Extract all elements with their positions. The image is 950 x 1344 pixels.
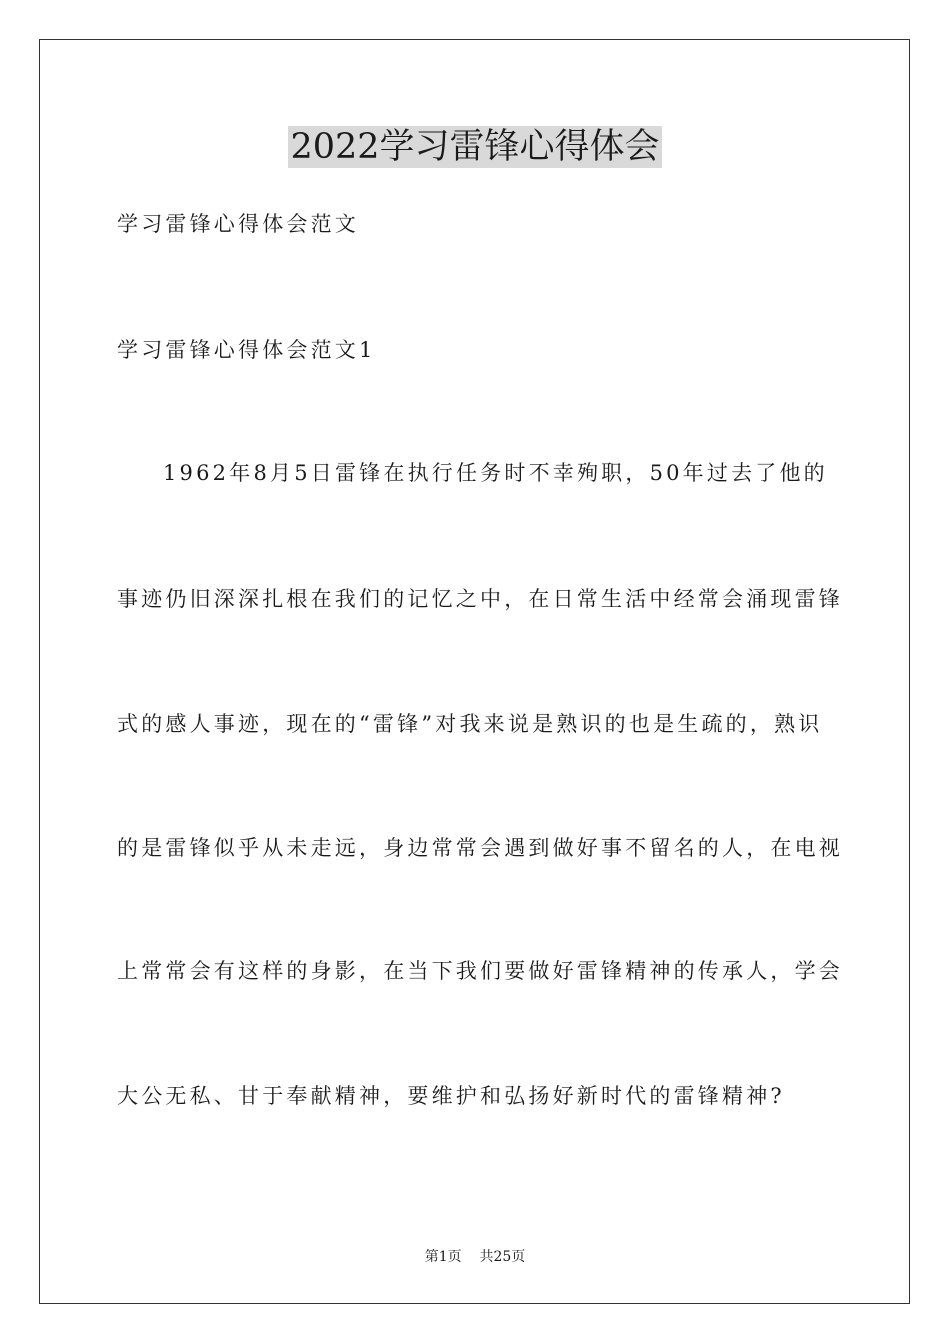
paragraph-line: 1962年8月5日雷锋在执行任务时不幸殉职，50年过去了他的 [163, 461, 828, 485]
document-title: 2022学习雷锋心得体会 [290, 127, 660, 167]
paragraph-line: 式的感人事迹，现在的“雷锋”对我来说是熟识的也是生疏的，熟识 [117, 712, 823, 736]
paragraph-line: 上常常会有这样的身影，在当下我们要做好雷锋精神的传承人，学会 [117, 959, 843, 983]
page-number: 第1页 [424, 1249, 462, 1265]
paragraph-line: 大公无私、甘于奉献精神，要维护和弘扬好新时代的雷锋精神? [117, 1084, 785, 1108]
page-footer [0, 1248, 950, 1266]
paragraph-line: 事迹仍旧深深扎根在我们的记忆之中，在日常生活中经常会涌现雷锋 [117, 587, 843, 611]
section-heading: 学习雷锋心得体会范文1 [117, 338, 376, 362]
page-total: 共25页 [479, 1249, 526, 1265]
paragraph-line: 的是雷锋似乎从未走远，身边常常会遇到做好事不留名的人，在电视 [117, 836, 843, 860]
subtitle: 学习雷锋心得体会范文 [117, 212, 359, 236]
title-container [0, 126, 950, 168]
